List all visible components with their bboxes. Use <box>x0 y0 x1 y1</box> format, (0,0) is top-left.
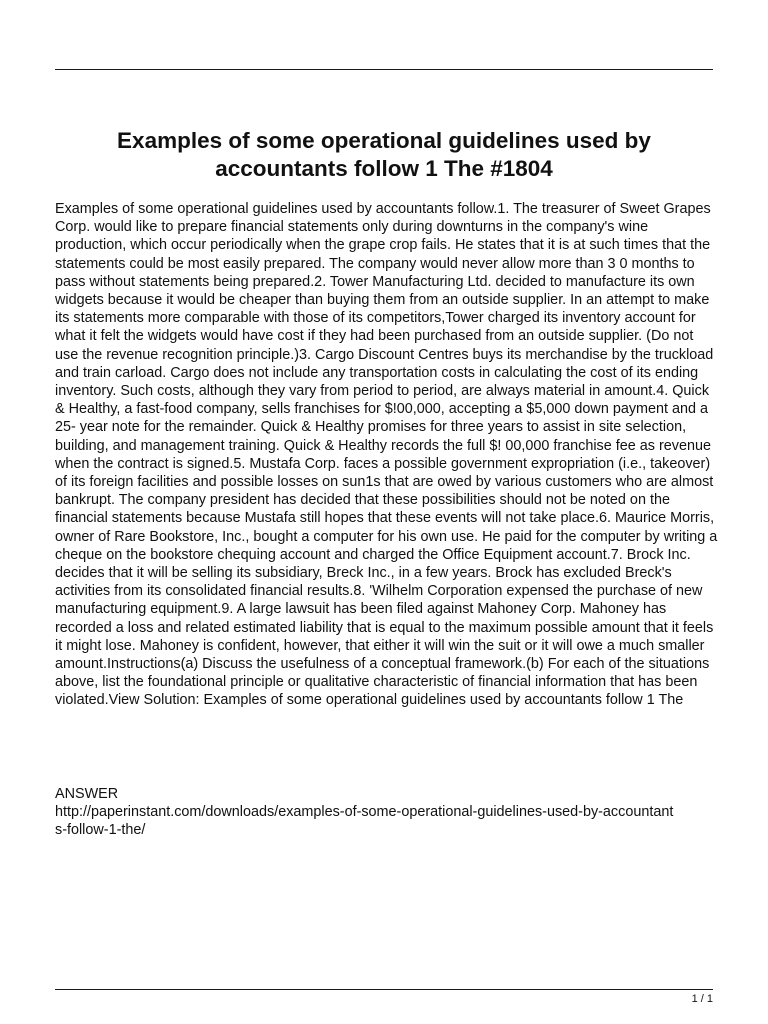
answer-label: ANSWER <box>55 786 119 802</box>
header-rule <box>55 69 713 70</box>
document-title: Examples of some operational guidelines used by accountants follow 1 The #1804 <box>117 128 651 181</box>
document-body: Examples of some operational guidelines used by accountants follow.1. The treasurer of Sweet Grapes Corp. would like to prepare financial statements only during downturns in the company's wine production, which occur periodically when the grape crop fails. He states that it is at such times that the statements could be most easily prepared. The company would never allow more than 3 0 months to pass without statements being prepared.2. Tower Manufacturing Ltd. decided to manufacture its own widgets because it would be cheaper than buying them from an outside supplier. In an attempt to make its statements more comparable with those of its competitors,Tower charged its inventory account for what it felt the widgets would have cost if they had been purchased from an outside supplier. (Do not use the revenue recognition principle.)3. Cargo Discount Centres buys its merchandise by the truckload and train carload. Cargo does not include any transportation costs in calculating the cost of its ending inventory. Such costs, although they vary from period to period, are always material in amount.4. Quick & Healthy, a fast-food company, sells franchises for $!00,000, accepting a $5,000 down payment and a 25- year note for the remainder. Quick & Healthy promises for three years to assist in site selection, building, and management training. Quick & Healthy records the full $! 00,000 franchise fee as revenue when the contract is signed.5. Mustafa Corp. faces a possible government expropriation (i.e., takeover) of its foreign facilities and possible losses on sun1s that are owed by various customers who are almost bankrupt. The company president has decided that these possibilities should not be noted on the financial statements because Mustafa still hopes that these events will not take place.6. Maurice Morris, owner of Rare Bookstore, Inc., bought a computer for his own use. He paid for the computer by writing a cheque on the bookstore chequing account and charged the Office Equipment account.7. Brock Inc. decides that it will be selling its subsidiary, Breck Inc., in a few years. Brock has excluded Breck's activities from its consolidated financial results.8. 'Wilhelm Corporation expensed the purchase of new manufacturing equipment.9. A large lawsuit has been filed against Mahoney Corp. Mahoney has recorded a loss and related estimated liability that is equal to the maximum possible amount that it feels it might lose. Mahoney is confident, however, that either it will win the suit or it will owe a much smaller amount.Instructions(a) Discuss the usefulness of a conceptual framework.(b) For each of the situations above, list the foundational principle or qualitative characteristic of financial information that has been violated.View Solution: Examples of some operational guidelines used by accountants follow 1 The <box>55 201 718 709</box>
footer-rule <box>55 989 713 990</box>
page-number: 1 / 1 <box>691 993 713 1005</box>
answer-link[interactable]: http://paperinstant.com/downloads/examples-of-some-operational-guidelines-used-by-accountants-follow-1-the/ <box>55 804 674 839</box>
